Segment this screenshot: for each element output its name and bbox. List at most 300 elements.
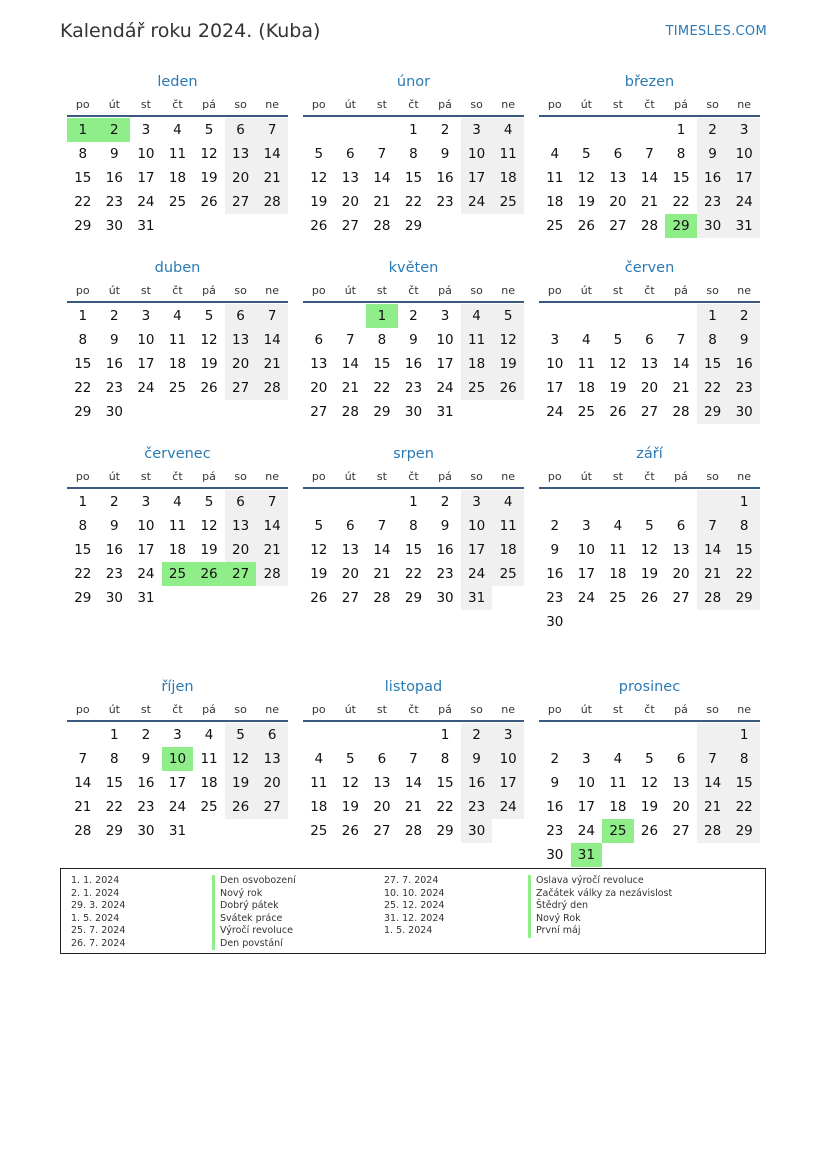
day-cell: 10 [492,747,524,771]
weekday-label: po [75,703,90,716]
day-cell: 27 [225,190,257,214]
day-cell: 3 [461,118,493,142]
day-cell: 15 [728,771,760,795]
month-block [539,73,760,238]
day-cell: 22 [728,795,760,819]
day-cell: 22 [436,799,454,815]
weekday-label: so [470,284,483,297]
day-cell: 2 [110,308,119,324]
day-cell: 16 [546,566,564,582]
legend-holiday-name: Výročí revoluce [212,925,296,938]
day-cell: 21 [341,380,359,396]
day-cell: 8 [676,146,686,162]
empty-day-cell [461,400,493,424]
day-cell: 21 [256,352,288,376]
day-cell: 8 [78,146,88,162]
empty-day-cell [303,490,335,514]
legend-date: 26. 7. 2024 [71,937,126,949]
empty-day-cell [256,819,288,843]
day-cell: 16 [697,166,729,190]
weekday-label: čt [408,703,419,716]
day-cell: 21 [74,799,92,815]
day-cell: 5 [346,751,355,767]
month-name: srpen [393,446,434,462]
day-cell: 25 [492,190,524,214]
day-cell: 14 [256,514,288,538]
month-block [67,445,288,634]
day-cell: 31 [461,586,493,610]
empty-day-cell [539,118,571,142]
weekday-label: út [108,284,120,297]
day-cell: 21 [697,562,729,586]
day-cell: 17 [577,799,595,815]
day-cell: 31 [436,404,454,420]
day-cell: 22 [404,566,423,582]
empty-day-cell [162,214,194,238]
weekday-label: po [75,470,90,483]
day-cell: 17 [728,166,760,190]
site-link[interactable]: TIMESLES.COM [665,24,767,39]
weekday-label: ne [501,98,516,111]
empty-day-cell [571,304,603,328]
day-cell: 10 [546,356,564,372]
legend-names-col-2 [528,875,672,938]
day-cell: 11 [168,332,187,348]
month-name: březen [624,74,675,90]
day-cell: 16 [546,799,564,815]
day-cell: 22 [404,194,423,210]
day-cell: 5 [204,122,214,138]
day-cell: 7 [346,332,355,348]
day-cell: 13 [256,747,288,771]
day-cell: 19 [225,771,257,795]
holiday-day-cell: 1 [67,118,99,142]
empty-day-cell [366,490,398,514]
empty-day-cell [539,723,571,747]
day-cell: 9 [550,775,560,791]
empty-day-cell [398,723,430,747]
day-cell: 28 [404,823,423,839]
day-cell: 1 [78,308,88,324]
empty-day-cell [303,723,335,747]
day-cell: 20 [672,566,690,582]
day-cell: 5 [204,494,214,510]
day-cell: 17 [492,771,524,795]
day-cell: 5 [225,723,257,747]
day-cell: 2 [440,494,450,510]
day-cell: 7 [78,751,88,767]
day-cell: 15 [672,170,690,186]
legend-holiday-name: Začátek války za nezávislost [528,888,672,901]
holiday-day-cell: 2 [99,118,131,142]
month-name: prosinec [618,679,681,695]
empty-day-cell [461,214,493,238]
day-cell: 30 [105,404,123,420]
day-cell: 20 [310,380,328,396]
holiday-day-cell: 27 [225,562,257,586]
day-cell: 1 [697,304,729,328]
day-cell: 6 [314,332,324,348]
day-cell: 10 [436,332,454,348]
day-cell: 22 [74,380,92,396]
day-cell: 24 [728,190,760,214]
empty-day-cell [162,400,194,424]
day-cell: 20 [225,538,257,562]
empty-day-cell [429,214,461,238]
day-cell: 16 [461,771,493,795]
day-cell: 9 [110,332,119,348]
day-cell: 5 [314,518,324,534]
day-cell: 9 [461,747,493,771]
day-cell: 29 [74,590,92,606]
day-cell: 25 [546,218,564,234]
day-cell: 4 [492,490,524,514]
day-cell: 29 [697,400,729,424]
weekday-header [539,284,760,303]
weekday-label: pá [438,703,452,716]
empty-day-cell [256,214,288,238]
day-cell: 3 [582,751,591,767]
weekday-label: út [108,470,120,483]
day-cell: 30 [546,614,564,630]
day-cell: 8 [377,332,387,348]
day-cell: 28 [640,218,659,234]
day-cell: 27 [225,376,257,400]
day-cell: 16 [436,542,454,558]
day-grid [539,303,760,424]
day-cell: 8 [78,332,88,348]
weekday-label: po [547,284,562,297]
empty-day-cell [728,843,760,867]
weekday-label: st [140,703,151,716]
month-block [539,259,760,424]
legend-names-col-1 [212,875,296,950]
day-cell: 24 [461,562,493,586]
empty-day-cell [634,490,666,514]
weekday-label: út [580,470,592,483]
day-cell: 1 [409,122,418,138]
day-cell: 5 [613,332,623,348]
day-cell: 18 [577,380,595,396]
empty-day-cell [539,304,571,328]
day-cell: 21 [373,194,391,210]
weekday-label: út [344,284,356,297]
day-cell: 3 [141,308,151,324]
day-cell: 11 [492,142,524,166]
day-cell: 19 [310,566,328,582]
day-cell: 21 [404,799,423,815]
day-cell: 10 [461,514,493,538]
weekday-label: čt [644,284,655,297]
day-cell: 3 [492,723,524,747]
legend-holiday-name: První máj [528,925,672,938]
day-cell: 26 [341,823,359,839]
day-cell: 9 [110,146,119,162]
day-cell: 14 [341,356,359,372]
day-cell: 16 [436,170,454,186]
day-cell: 4 [314,751,324,767]
day-cell: 26 [609,404,627,420]
day-cell: 9 [728,328,760,352]
day-grid [539,489,760,634]
day-cell: 29 [105,823,123,839]
weekday-label: po [547,98,562,111]
empty-day-cell [602,118,634,142]
weekday-header [303,470,524,489]
day-cell: 12 [225,747,257,771]
month-name: únor [396,74,431,90]
weekday-label: ne [737,703,752,716]
empty-day-cell [366,118,398,142]
weekday-label: so [234,703,247,716]
day-cell: 26 [640,823,659,839]
month-name: květen [388,260,439,276]
day-cell: 6 [225,118,257,142]
day-cell: 8 [409,146,418,162]
day-cell: 16 [404,356,423,372]
day-cell: 8 [728,747,760,771]
day-cell: 2 [461,723,493,747]
day-cell: 20 [373,799,391,815]
day-cell: 27 [640,404,659,420]
day-cell: 13 [672,542,690,558]
empty-day-cell [256,400,288,424]
weekday-label: čt [644,703,655,716]
day-cell: 28 [697,586,729,610]
empty-day-cell [697,610,729,634]
day-cell: 9 [697,142,729,166]
day-cell: 30 [461,819,493,843]
day-cell: 11 [168,518,187,534]
day-cell: 15 [436,775,454,791]
empty-day-cell [130,400,162,424]
weekday-label: po [547,470,562,483]
day-cell: 18 [310,799,328,815]
empty-day-cell [335,723,367,747]
day-cell: 9 [409,332,418,348]
day-cell: 24 [492,795,524,819]
weekday-label: po [311,98,326,111]
day-cell: 24 [137,194,155,210]
weekday-label: ne [265,98,280,111]
day-grid [303,722,524,843]
weekday-label: so [234,284,247,297]
empty-day-cell [571,118,603,142]
day-grid [303,489,524,610]
day-cell: 23 [546,823,564,839]
empty-day-cell [303,118,335,142]
weekday-header [303,98,524,117]
day-cell: 12 [341,775,359,791]
day-cell: 7 [256,490,288,514]
day-cell: 28 [256,376,288,400]
empty-day-cell [634,843,666,867]
legend-date: 25. 12. 2024 [384,900,445,911]
day-cell: 30 [105,590,123,606]
day-cell: 25 [310,823,328,839]
day-cell: 5 [492,304,524,328]
day-cell: 28 [697,819,729,843]
day-cell: 12 [577,170,595,186]
day-cell: 15 [697,352,729,376]
month-name: říjen [161,679,194,695]
day-cell: 24 [577,590,595,606]
day-cell: 29 [436,823,454,839]
month-block [539,678,760,867]
day-cell: 23 [436,566,454,582]
day-cell: 4 [173,122,182,138]
day-cell: 18 [168,542,187,558]
empty-day-cell [162,586,194,610]
day-cell: 14 [373,542,391,558]
day-grid [303,303,524,424]
day-cell: 21 [256,166,288,190]
day-cell: 11 [577,356,595,372]
weekday-label: pá [202,703,216,716]
day-cell: 25 [200,799,218,815]
day-cell: 3 [728,118,760,142]
day-cell: 8 [78,518,88,534]
empty-day-cell [571,723,603,747]
day-cell: 4 [173,494,182,510]
weekday-label: so [470,98,483,111]
empty-day-cell [67,723,99,747]
day-cell: 11 [168,146,187,162]
weekday-label: ne [737,470,752,483]
day-cell: 26 [200,380,218,396]
day-cell: 28 [256,190,288,214]
day-cell: 21 [256,538,288,562]
day-cell: 12 [640,775,659,791]
weekday-label: út [108,98,120,111]
legend-date: 29. 3. 2024 [71,900,126,911]
day-cell: 19 [609,380,627,396]
day-cell: 13 [310,356,328,372]
day-cell: 11 [492,514,524,538]
day-cell: 18 [168,170,187,186]
month-name: duben [154,260,201,276]
day-cell: 18 [609,799,627,815]
weekday-label: st [376,98,387,111]
day-cell: 11 [200,751,218,767]
empty-day-cell [335,490,367,514]
day-cell: 29 [728,586,760,610]
day-cell: 6 [225,304,257,328]
day-cell: 14 [672,356,690,372]
day-cell: 20 [640,380,659,396]
weekday-label: so [234,470,247,483]
month-block [539,445,760,634]
day-cell: 14 [404,775,423,791]
day-cell: 15 [404,170,423,186]
empty-day-cell [602,304,634,328]
day-cell: 20 [256,771,288,795]
day-cell: 18 [168,356,187,372]
day-cell: 7 [409,751,418,767]
weekday-label: po [75,284,90,297]
weekday-header [67,703,288,722]
empty-day-cell [634,118,666,142]
day-cell: 17 [137,542,155,558]
weekday-label: st [612,703,623,716]
day-cell: 13 [640,356,659,372]
day-cell: 23 [105,194,123,210]
day-cell: 25 [168,380,187,396]
month-block [303,678,524,867]
day-grid [67,489,288,610]
legend-holiday-name: Svátek práce [212,913,296,926]
weekday-label: pá [438,470,452,483]
day-cell: 6 [225,490,257,514]
weekday-label: po [311,470,326,483]
day-cell: 5 [645,751,654,767]
day-cell: 3 [582,518,591,534]
weekday-label: po [75,98,90,111]
day-cell: 21 [640,194,659,210]
holiday-day-cell: 10 [162,747,194,771]
weekday-label: st [140,470,151,483]
empty-day-cell [256,586,288,610]
day-cell: 17 [461,166,493,190]
day-cell: 11 [609,542,627,558]
weekday-label: st [376,470,387,483]
day-cell: 28 [373,218,391,234]
month-block [303,259,524,424]
day-cell: 20 [341,566,359,582]
weekday-label: so [470,470,483,483]
weekday-label: čt [172,703,183,716]
weekday-label: pá [438,98,452,111]
weekday-label: po [311,284,326,297]
day-cell: 26 [310,218,328,234]
day-cell: 24 [461,190,493,214]
day-cell: 9 [550,542,560,558]
day-cell: 2 [409,308,418,324]
day-cell: 25 [461,376,493,400]
weekday-label: ne [265,470,280,483]
weekday-label: čt [172,470,183,483]
day-cell: 23 [404,380,423,396]
day-cell: 30 [137,823,155,839]
day-cell: 14 [373,170,391,186]
day-cell: 29 [74,218,92,234]
weekday-label: čt [408,284,419,297]
weekday-label: čt [644,470,655,483]
day-cell: 8 [728,514,760,538]
day-cell: 3 [141,122,151,138]
day-cell: 9 [110,518,119,534]
day-grid [539,722,760,867]
day-cell: 18 [461,352,493,376]
day-cell: 4 [173,308,182,324]
day-cell: 11 [461,328,493,352]
day-cell: 7 [377,146,387,162]
day-cell: 16 [105,542,123,558]
day-grid [67,117,288,238]
day-cell: 7 [645,146,654,162]
legend-date: 1. 1. 2024 [71,875,120,886]
day-cell: 15 [404,542,423,558]
day-cell: 12 [310,542,328,558]
day-cell: 28 [256,562,288,586]
holiday-day-cell: 31 [571,843,603,867]
day-cell: 25 [609,590,627,606]
day-cell: 11 [609,775,627,791]
day-cell: 6 [645,332,654,348]
day-cell: 17 [577,566,595,582]
day-cell: 23 [546,590,564,606]
weekday-header [67,470,288,489]
